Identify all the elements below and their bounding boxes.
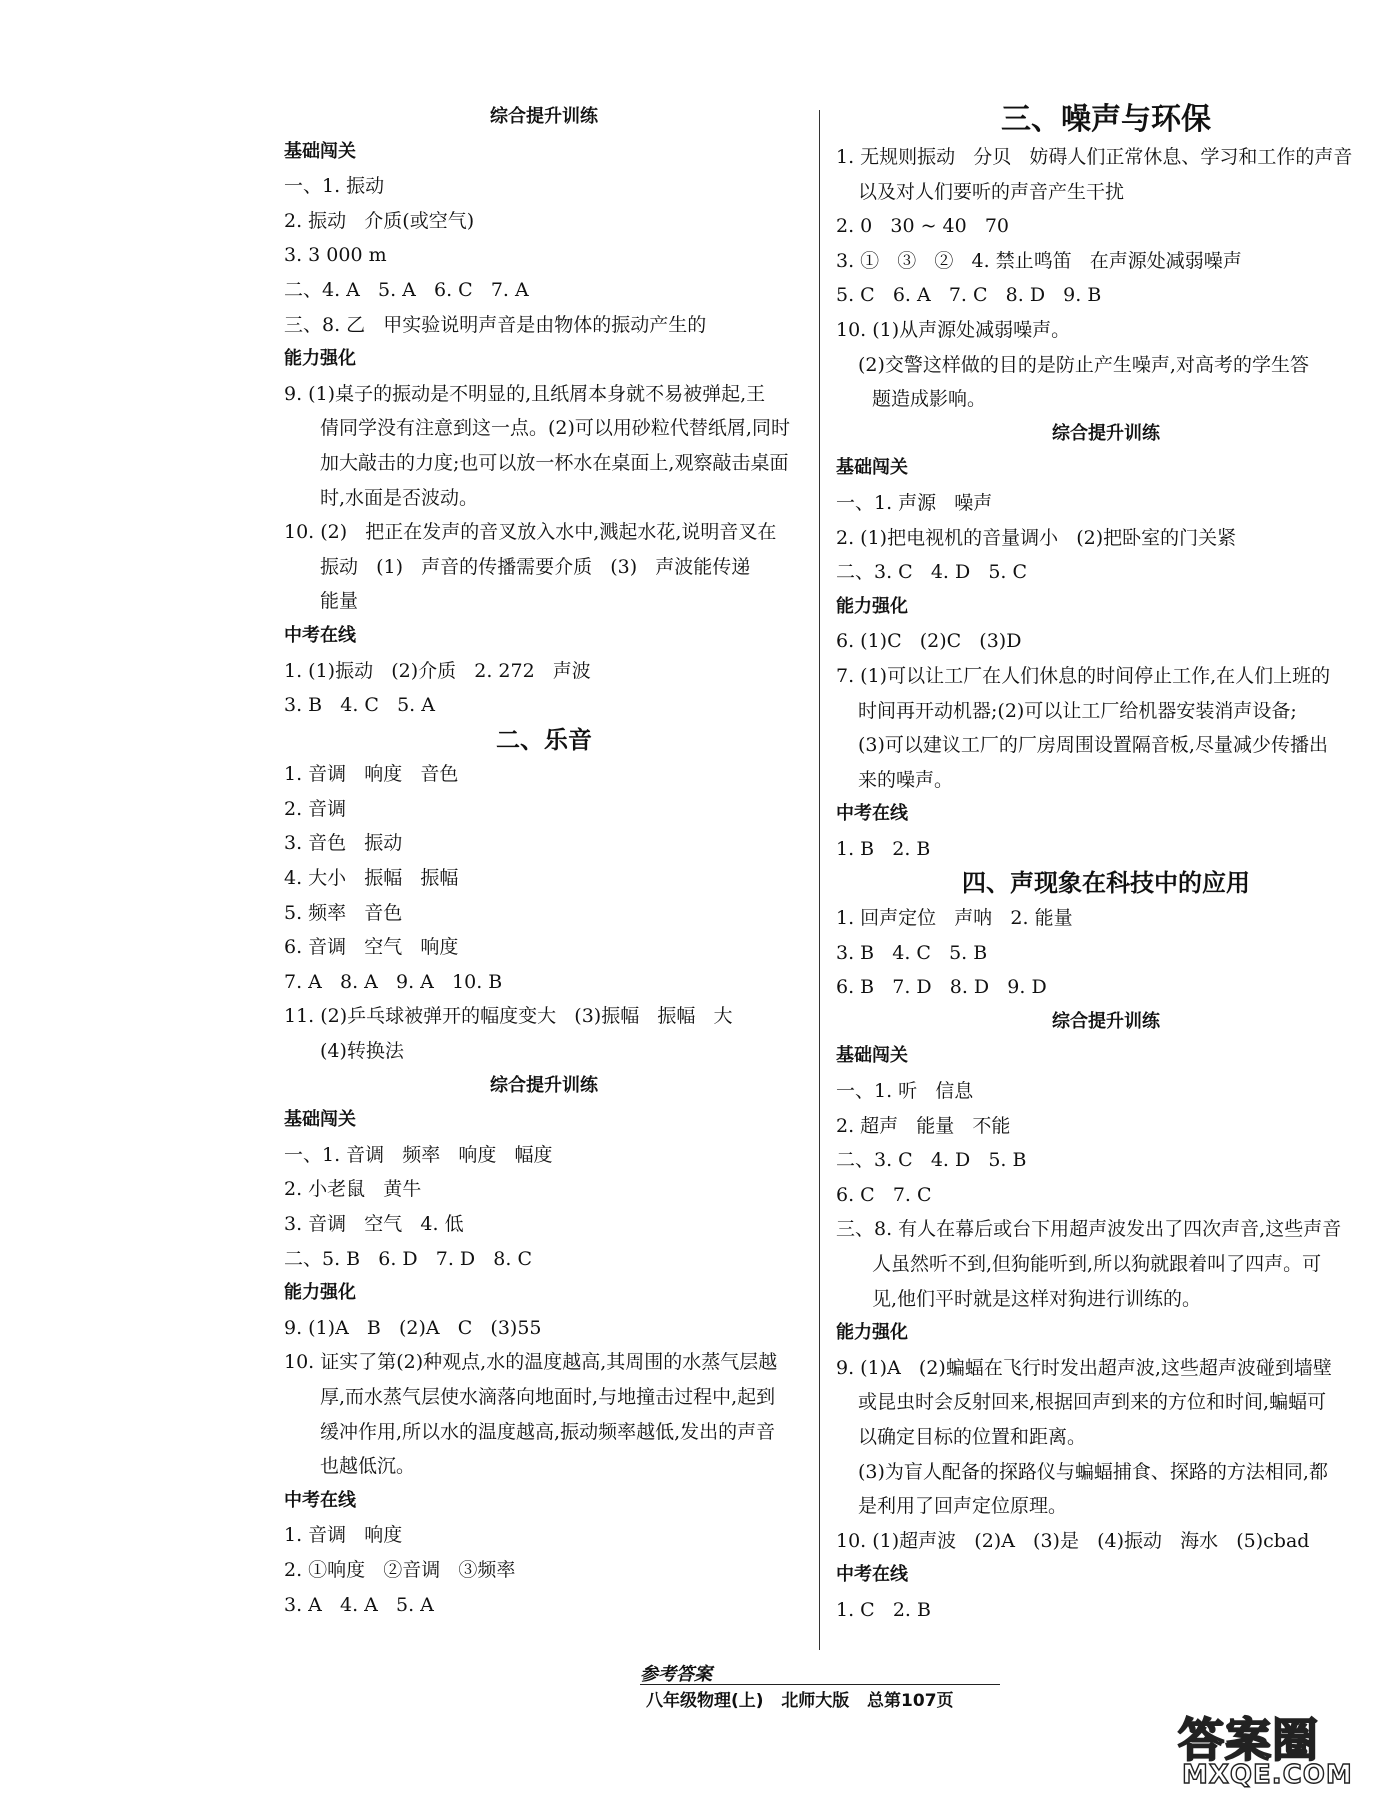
- answer-line: 3. 音调 空气 4. 低: [284, 1213, 464, 1235]
- category-label: 能力强化: [284, 1282, 356, 1304]
- category-label: 中考在线: [836, 1564, 908, 1586]
- answer-line: 7. A 8. A 9. A 10. B: [284, 970, 503, 993]
- answer-line: 2. ①响度 ②音调 ③频率: [284, 1558, 516, 1581]
- answer-line: 2. 超声 能量 不能: [836, 1114, 1011, 1137]
- answer-line: 9. (1)A B (2)A C (3)55: [284, 1316, 542, 1339]
- right-column: [836, 100, 1376, 1628]
- category-label: 能力强化: [836, 595, 908, 617]
- answer-line: 5. C 6. A 7. C 8. D 9. B: [836, 284, 1102, 307]
- column-divider: [819, 110, 820, 1650]
- category-label: 能力强化: [284, 348, 356, 370]
- answer-line: 2. (1)把电视机的音量调小 (2)把卧室的门关紧: [836, 526, 1237, 549]
- answer-continuation: 见,他们平时就是这样对狗进行训练的。: [872, 1287, 1202, 1310]
- answer-line: 2. 振动 介质(或空气): [284, 209, 475, 232]
- answer-line: 10. 证实了第(2)种观点,水的温度越高,其周围的水蒸气层越: [284, 1351, 778, 1374]
- answer-line: 1. C 2. B: [836, 1598, 931, 1621]
- answer-line: 二、4. A 5. A 6. C 7. A: [284, 278, 529, 301]
- answer-line: 3. A 4. A 5. A: [284, 1593, 434, 1616]
- answer-line: 6. 音调 空气 响度: [284, 936, 459, 959]
- answer-line: 7. (1)可以让工厂在人们休息的时间停止工作,在人们上班的: [836, 664, 1331, 687]
- answer-continuation: 也越低沉。: [320, 1455, 416, 1478]
- answer-continuation: 或昆虫时会反射回来,根据回声到来的方位和时间,蝙蝠可: [858, 1391, 1327, 1414]
- left-column: [284, 100, 804, 1622]
- answer-line: 二、3. C 4. D 5. B: [836, 1149, 1027, 1172]
- answer-continuation: (2)交警这样做的目的是防止产生噪声,对高考的学生答: [858, 353, 1309, 376]
- answer-continuation: 人虽然听不到,但狗能听到,所以狗就跟着叫了四声。可: [872, 1253, 1322, 1275]
- answer-line: 1. 无规则振动 分贝 妨碍人们正常休息、学习和工作的声音: [836, 146, 1353, 168]
- answer-continuation: 振动 (1) 声音的传播需要介质 (3) 声波能传递: [320, 555, 751, 578]
- answer-continuation: (3)为盲人配备的探路仪与蝙蝠捕食、探路的方法相同,都: [858, 1460, 1328, 1483]
- section-subheading: 综合提升训练: [1052, 422, 1160, 444]
- answer-line: 2. 音调: [284, 797, 347, 820]
- section-subheading: 综合提升训练: [490, 1074, 598, 1096]
- answer-line: 3. 3 000 m: [284, 244, 387, 267]
- answer-continuation: (4)转换法: [320, 1040, 404, 1063]
- section-subheading: 综合提升训练: [490, 106, 598, 127]
- answer-continuation: 厚,而水蒸气层使水滴落向地面时,与地撞击过程中,起到: [320, 1385, 776, 1408]
- answer-line: 9. (1)A (2)蝙蝠在飞行时发出超声波,这些超声波碰到墙壁: [836, 1356, 1332, 1379]
- section-subheading: 综合提升训练: [1052, 1010, 1160, 1032]
- answer-line: 10. (1)从声源处减弱噪声。: [836, 318, 1071, 341]
- answer-line: 9. (1)桌子的振动是不明显的,且纸屑本身就不易被弹起,王: [284, 382, 766, 405]
- footer-title: 参考答案: [640, 1664, 712, 1685]
- answer-continuation: 时,水面是否波动。: [320, 486, 479, 509]
- answer-continuation: 来的噪声。: [858, 768, 954, 791]
- answer-line: 一、1. 音调 频率 响度 幅度: [284, 1143, 553, 1166]
- answer-line: 10. (1)超声波 (2)A (3)是 (4)振动 海水 (5)cbad: [836, 1529, 1310, 1552]
- answer-line: 4. 大小 振幅 振幅: [284, 867, 459, 890]
- answer-line: 11. (2)乒乓球被弹开的幅度变大 (3)振幅 振幅 大: [284, 1005, 733, 1028]
- answer-line: 5. 频率 音色: [284, 901, 403, 924]
- answer-continuation: 加大敲击的力度;也可以放一杯水在桌面上,观察敲击桌面: [320, 451, 789, 474]
- answer-line: 二、5. B 6. D 7. D 8. C: [284, 1247, 532, 1270]
- footer-info: 八年级物理(上) 北师大版 总第107页: [646, 1691, 954, 1711]
- answer-line: 1. 音调 响度 音色: [284, 763, 459, 786]
- answer-line: 6. C 7. C: [836, 1183, 932, 1206]
- answer-line: 6. B 7. D 8. D 9. D: [836, 976, 1047, 999]
- answer-line: 3. 音色 振动: [284, 832, 403, 855]
- answer-line: 1. 回声定位 声呐 2. 能量: [836, 907, 1073, 930]
- category-label: 能力强化: [836, 1322, 908, 1344]
- answer-continuation: 时间再开动机器;(2)可以让工厂给机器安装消声设备;: [858, 699, 1297, 722]
- section-heading: 二、乐音: [496, 725, 592, 754]
- answer-line: 2. 0 30 ~ 40 70: [836, 215, 1010, 238]
- category-label: 中考在线: [284, 1489, 356, 1511]
- category-label: 中考在线: [284, 624, 356, 646]
- answer-line: 3. B 4. C 5. A: [284, 694, 435, 717]
- answer-continuation: 是利用了回声定位原理。: [858, 1495, 1068, 1518]
- section-heading: 三、噪声与环保: [1001, 102, 1211, 137]
- answer-continuation: 缓冲作用,所以水的温度越高,振动频率越低,发出的声音: [320, 1420, 776, 1443]
- answer-continuation: 以确定目标的位置和距离。: [858, 1425, 1087, 1448]
- answer-line: 一、1. 声源 噪声: [836, 491, 993, 514]
- answer-continuation: 能量: [320, 590, 359, 613]
- watermark-main-text: 答案圈: [1178, 1713, 1319, 1767]
- answer-line: 一、1. 振动: [284, 175, 385, 198]
- category-label: 基础闯关: [284, 1109, 356, 1131]
- answer-line: 三、8. 有人在幕后或台下用超声波发出了四次声音,这些声音: [836, 1218, 1342, 1241]
- category-label: 基础闯关: [836, 1045, 908, 1067]
- category-label: 中考在线: [836, 803, 908, 825]
- answer-line: 1. 音调 响度: [284, 1524, 403, 1547]
- watermark-sub-text: MXQE.COM: [1182, 1760, 1353, 1790]
- category-label: 基础闯关: [284, 140, 356, 162]
- answer-line: 二、3. C 4. D 5. C: [836, 561, 1028, 584]
- answer-line: 1. (1)振动 (2)介质 2. 272 声波: [284, 659, 591, 682]
- answer-line: 3. ① ③ ② 4. 禁止鸣笛 在声源处减弱噪声: [836, 249, 1242, 272]
- answer-line: 1. B 2. B: [836, 837, 931, 860]
- answer-continuation: 题造成影响。: [872, 388, 987, 411]
- category-label: 基础闯关: [836, 457, 908, 479]
- footer-rule: [640, 1684, 1000, 1685]
- answer-line: 一、1. 听 信息: [836, 1080, 974, 1103]
- answer-line: 3. B 4. C 5. B: [836, 941, 988, 964]
- answer-continuation: (3)可以建议工厂的厂房周围设置隔音板,尽量减少传播出: [858, 734, 1328, 757]
- watermark-logo: [1174, 1704, 1364, 1790]
- answer-line: 10. (2) 把正在发声的音叉放入水中,溅起水花,说明音叉在: [284, 521, 777, 544]
- answer-continuation: 以及对人们要听的声音产生干扰: [858, 180, 1125, 203]
- answer-line: 6. (1)C (2)C (3)D: [836, 630, 1022, 653]
- answer-line: 2. 小老鼠 黄牛: [284, 1178, 422, 1201]
- answer-line: 三、8. 乙 甲实验说明声音是由物体的振动产生的: [284, 313, 707, 336]
- section-heading: 四、声现象在科技中的应用: [962, 869, 1250, 898]
- answer-continuation: 倩同学没有注意到这一点。(2)可以用砂粒代替纸屑,同时: [320, 417, 790, 440]
